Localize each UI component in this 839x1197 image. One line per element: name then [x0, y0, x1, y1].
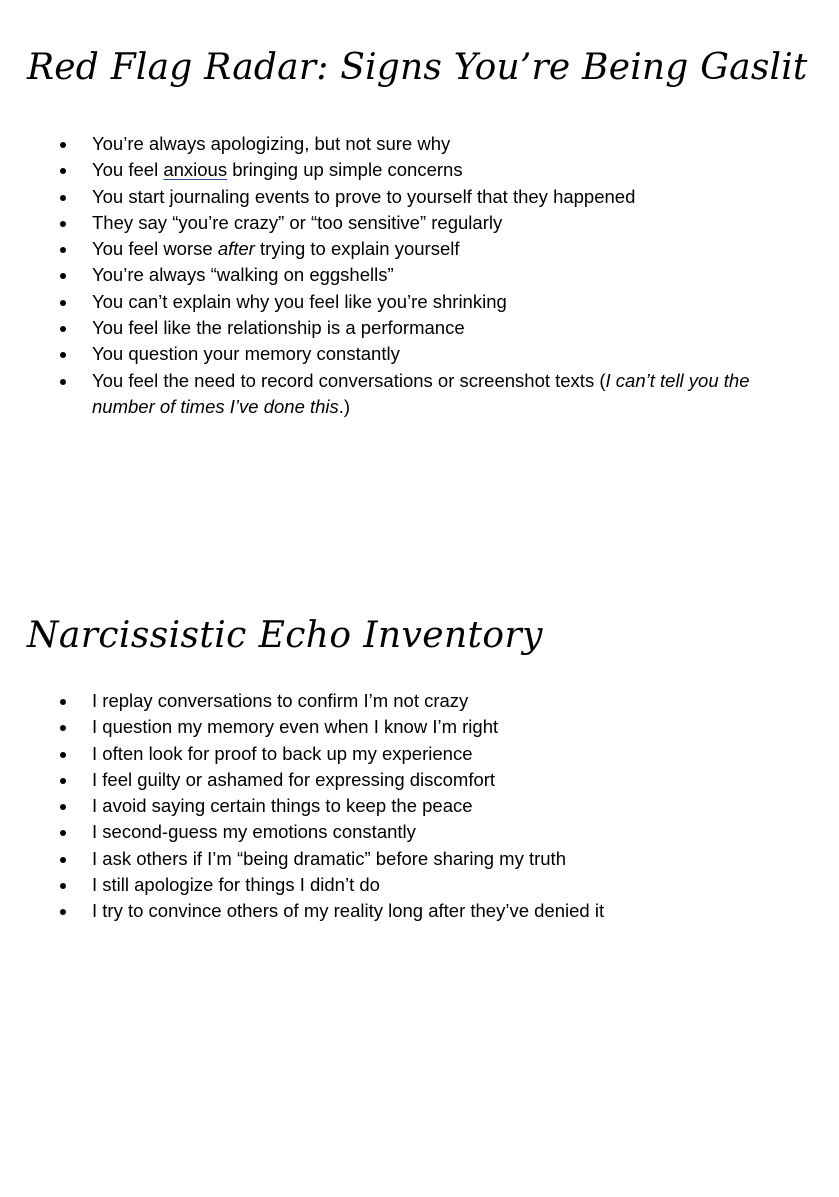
- bullet-icon: [60, 830, 66, 836]
- bullet-icon: [60, 168, 66, 174]
- list-item: I often look for proof to back up my experience: [0, 741, 839, 767]
- list-item: You’re always “walking on eggshells”: [0, 262, 839, 288]
- bullet-list: [0, 131, 839, 420]
- bullet-icon: [60, 300, 66, 306]
- list-item: I try to convince others of my reality long after they’ve denied it: [0, 898, 839, 924]
- bullet-icon: [60, 857, 66, 863]
- list-item: You feel worse after trying to explain yourself: [0, 236, 839, 262]
- echo-inventory-section: [0, 606, 839, 925]
- emphasis-text: I can’t tell you the number of times I’ve done this: [92, 369, 750, 417]
- bullet-icon: [60, 273, 66, 279]
- list-item: I avoid saying certain things to keep the peace: [0, 793, 839, 819]
- bullet-icon: [60, 883, 66, 889]
- underlined-word: anxious: [163, 159, 228, 181]
- list-item: You’re always apologizing, but not sure why: [0, 131, 839, 157]
- bullet-icon: [60, 909, 66, 915]
- gaslit-signs-section: [0, 38, 839, 420]
- bullet-icon: [60, 778, 66, 784]
- bullet-icon: [60, 221, 66, 227]
- list-item: You start journaling events to prove to yourself that they happened: [0, 184, 839, 210]
- list-item: They say “you’re crazy” or “too sensitive” regularly: [0, 210, 839, 236]
- list-item: I feel guilty or ashamed for expressing discomfort: [0, 767, 839, 793]
- bullet-icon: [60, 725, 66, 731]
- list-item: I still apologize for things I didn’t do: [0, 872, 839, 898]
- list-item: You feel the need to record conversations or screenshot texts (I can’t tell you the number of times I’ve done this.): [0, 368, 839, 421]
- list-item: You feel like the relationship is a performance: [0, 315, 839, 341]
- bullet-icon: [60, 379, 66, 385]
- list-item: I ask others if I’m “being dramatic” before sharing my truth: [0, 846, 839, 872]
- list-item: You feel anxious bringing up simple concerns: [0, 157, 839, 183]
- bullet-icon: [60, 752, 66, 758]
- list-item: You can’t explain why you feel like you’re shrinking: [0, 289, 839, 315]
- emphasis-text: after: [217, 238, 255, 260]
- section-heading: Narcissistic Echo Inventory: [27, 615, 543, 656]
- bullet-icon: [60, 699, 66, 705]
- section-heading: Red Flag Radar: Signs You’re Being Gaslit: [27, 47, 808, 88]
- list-item: I second-guess my emotions constantly: [0, 819, 839, 845]
- bullet-icon: [60, 195, 66, 201]
- list-item: I replay conversations to confirm I’m not crazy: [0, 688, 839, 714]
- bullet-icon: [60, 326, 66, 332]
- bullet-list: [0, 688, 839, 925]
- list-item: I question my memory even when I know I’m right: [0, 714, 839, 740]
- list-item: You question your memory constantly: [0, 341, 839, 367]
- bullet-icon: [60, 247, 66, 253]
- bullet-icon: [60, 804, 66, 810]
- bullet-icon: [60, 142, 66, 148]
- bullet-icon: [60, 352, 66, 358]
